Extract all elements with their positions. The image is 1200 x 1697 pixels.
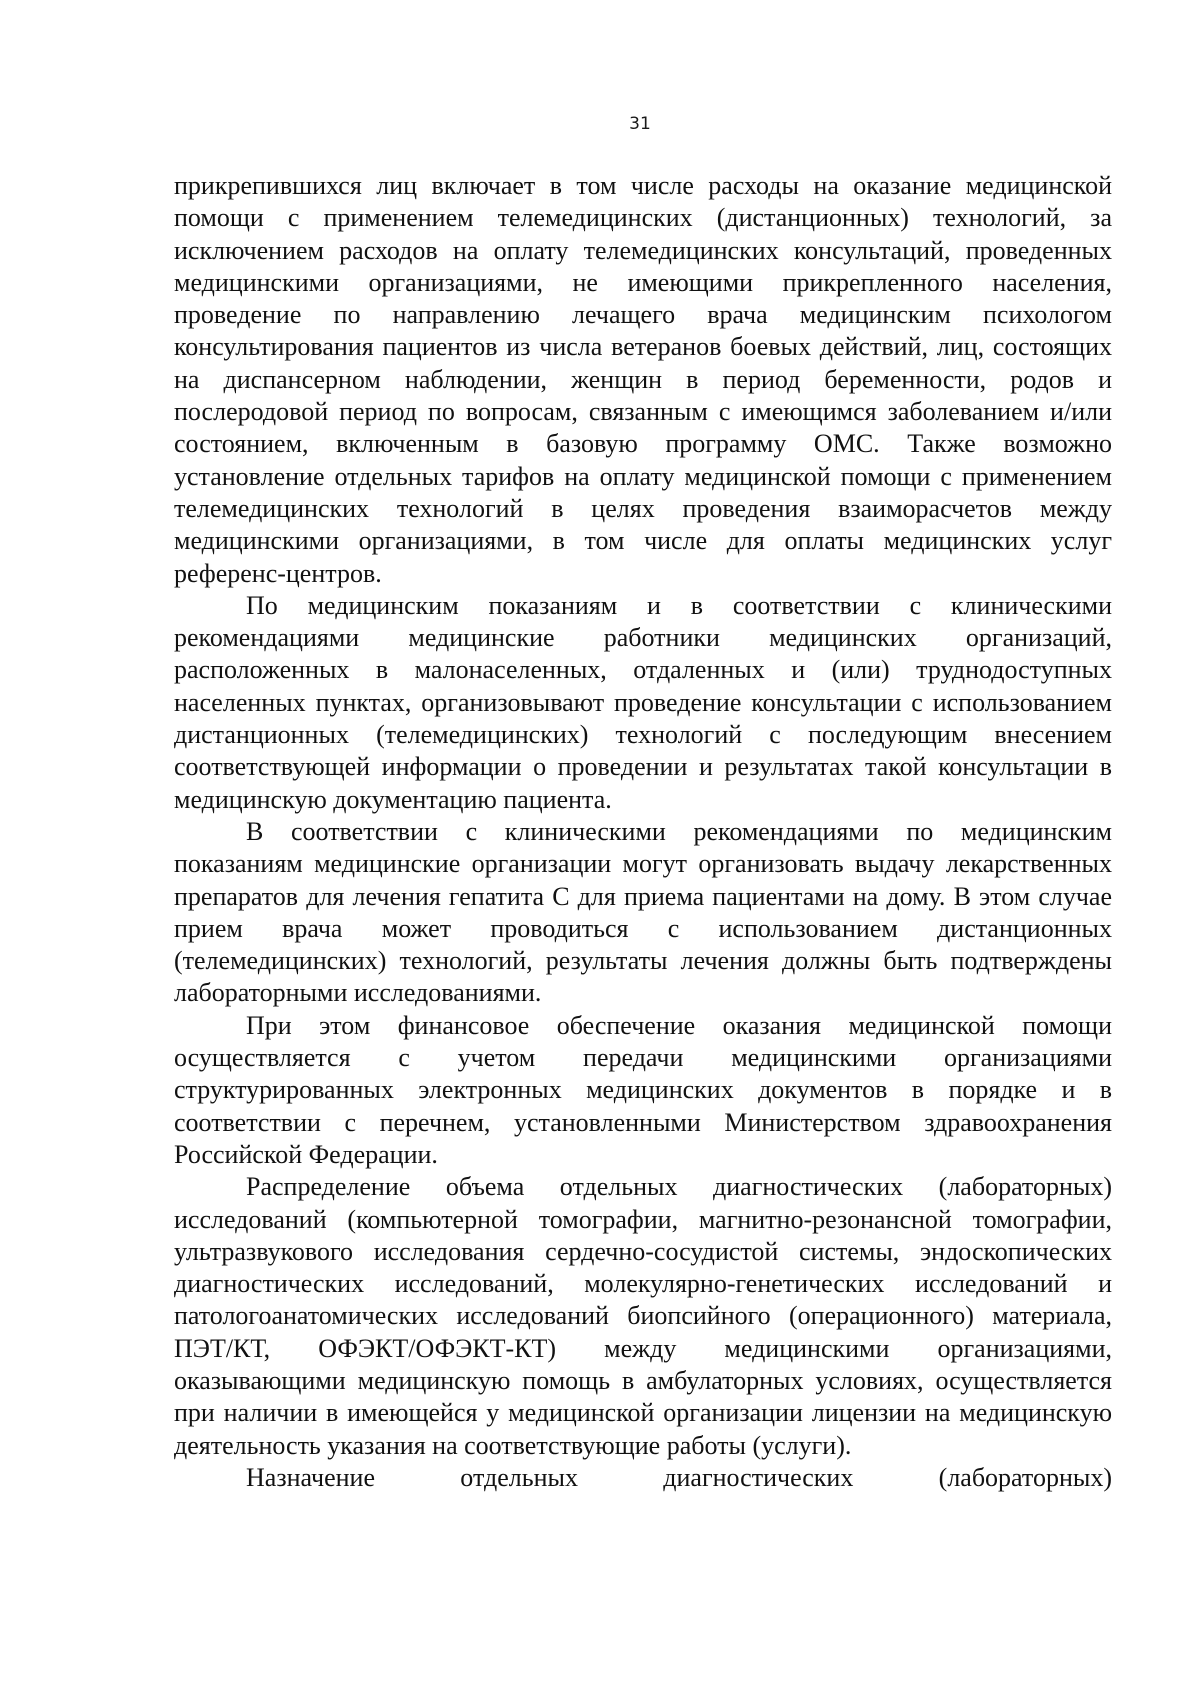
paragraph-diagnostic-assignment: Назначение отдельных диагностических (лабораторных) (246, 1462, 1112, 1492)
body-text (174, 170, 1112, 1494)
page-number: 31 (629, 114, 651, 134)
paragraph-diagnostic-distribution: Распределение объема отдельных диагностических (лабораторных) исследований (компьютерной томографии, магнитно-резонансной томографии, ультразвукового исследования сердечно-сосудистой системы, эндоскопических диагностических исследований, молекулярно-генетических исследований и патологоанатомических исследований биопсийного (операционного) материала, ПЭТ/КТ, ОФЭКТ/ОФЭКТ-КТ) между медицинскими организациями, оказывающими медицинскую помощь в амбулаторных условиях, осуществляется при наличии в имеющейся у медицинской организации лицензии на медицинскую деятельность указания на соответствующие работы (услуги). (174, 1172, 1112, 1460)
paragraph-hepatitis-c-drugs: В соответствии с клиническими рекомендациями по медицинским показаниям медицинские организации могут организовать выдачу лекарственных препаратов для лечения гепатита С для приема пациентами на дому. В этом случае прием врача может проводиться с использованием дистанционных (телемедицинских) технологий, результаты лечения должны быть подтверждены лабораторными исследованиями. (174, 816, 1112, 1008)
paragraph-financial-support: При этом финансовое обеспечение оказания медицинской помощи осуществляется с учетом передачи медицинскими организациями структурированных электронных медицинских документов в порядке и в соответствии с перечнем, установленными Министерством здравоохранения Российской Федерации. (174, 1010, 1112, 1169)
paragraph-telemedicine-consultations: По медицинским показаниям и в соответствии с клиническими рекомендациями медицинские работники медицинских организаций, расположенных в малонаселенных, отдаленных и (или) труднодоступных населенных пунктах, организовывают проведение консультации с использованием дистанционных (телемедицинских) технологий с последующим внесением соответствующей информации о проведении и результатах такой консультации в медицинскую документацию пациента. (174, 590, 1112, 814)
paragraph-continuation: прикрепившихся лиц включает в том числе расходы на оказание медицинской помощи с применением телемедицинских (дистанционных) технологий, за исключением расходов на оплату телемедицинских консультаций, проведенных медицинскими организациями, не имеющими прикрепленного населения, проведение по направлению лечащего врача медицинским психологом консультирования пациентов из числа ветеранов боевых действий, лиц, состоящих на диспансерном наблюдении, женщин в период беременности, родов и послеродовой период по вопросам, связанным с имеющимся заболеванием и/или состоянием, включенным в базовую программу ОМС. Также возможно установление отдельных тарифов на оплату медицинской помощи с применением телемедицинских технологий в целях проведения взаиморасчетов между медицинскими организациями, в том числе для оплаты медицинских услуг референс-центров. (174, 171, 1112, 588)
